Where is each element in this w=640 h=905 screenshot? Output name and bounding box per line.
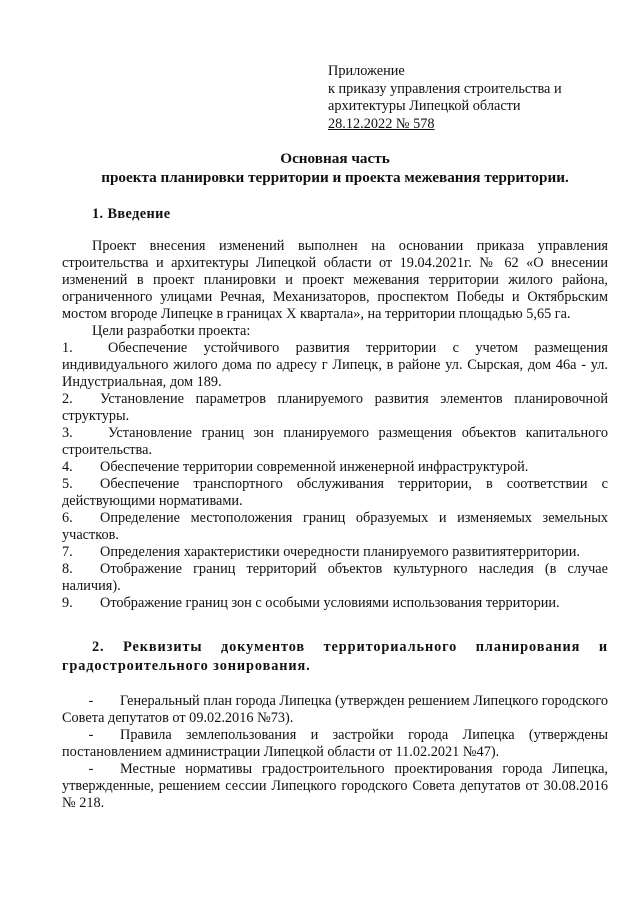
goal-item (62, 510, 608, 544)
goal-item (62, 595, 608, 612)
goal-number: 3. (62, 425, 73, 441)
goal-item (62, 561, 608, 595)
title-line-1: Основная часть (280, 150, 390, 167)
goal-number: 5. (62, 476, 73, 492)
reference-dash: - (88, 693, 94, 709)
goal-item (62, 459, 608, 476)
section-2-references (62, 693, 608, 812)
goal-number: 9. (62, 595, 73, 611)
reference-item (62, 761, 608, 812)
goal-item (62, 544, 608, 561)
reference-dash: - (88, 761, 94, 777)
goal-number: 6. (62, 510, 73, 526)
goal-number: 8. (62, 561, 73, 577)
goal-item (62, 476, 608, 510)
reference-text: Правила землепользования и застройки города Липецка (утверждены постановлением администрации Липецкой области от 11.02.2021 №47). (62, 727, 608, 760)
appendix-line-3: архитектуры Липецкой области (328, 98, 521, 114)
goals-label: Цели разработки проекта: (92, 323, 251, 339)
appendix-line-2: к приказу управления строительства и (328, 80, 562, 97)
intro-paragraph: Проект внесения изменений выполнен на основании приказа управления строительства и архитектуры Липецкой области от 19.04.2021г. № 62 «О внесении изменений в проект планировки и проект межевания территории жилого района, ограниченного улицами Речная, Механизаторов, проспектом Победы и Октябрьским мостом вгороде Липецке в границах Х квартала», на территории площадью 5,65 га. (62, 238, 608, 322)
goal-item (62, 425, 608, 459)
reference-text: Местные нормативы градостроительного проектирования города Липецка, утвержденные, решением сессии Липецкого городского Совета депутатов от 30.08.2016 № 218. (62, 761, 608, 811)
appendix-line-1: Приложение (328, 63, 405, 79)
goal-text: Обеспечение транспортного обслуживания территории, в соответствии с действующими нормативами. (62, 476, 608, 509)
goal-text: Установление границ зон планируемого размещения объектов капитального строительства. (62, 425, 608, 458)
goal-text: Обеспечение территории современной инженерной инфраструктурой. (100, 459, 529, 475)
goal-number: 1. (62, 340, 73, 356)
goal-number: 4. (62, 459, 73, 475)
goal-number: 7. (62, 544, 73, 560)
title-line-2: проекта планировки территории и проекта межевания территории. (101, 169, 569, 186)
appendix-block (328, 63, 618, 133)
section-2-heading (62, 638, 608, 676)
reference-text: Генеральный план города Липецка (утвержден решением Липецкого городского Совета депутатов от 09.02.2016 №73). (62, 693, 608, 726)
goal-text: Отображение границ территорий объектов культурного наследия (в случае наличия). (62, 561, 608, 594)
reference-item (62, 693, 608, 727)
section-1-body (62, 238, 608, 612)
section-1-heading: 1. Введение (92, 206, 171, 222)
appendix-date-number: 28.12.2022 № 578 (328, 115, 435, 132)
section-2-heading-text: 2. Реквизиты документов территориального планирования и градостроительного зонирования. (62, 639, 608, 674)
reference-dash: - (88, 727, 94, 743)
goal-item (62, 391, 608, 425)
goal-text: Определение местоположения границ образуемых и изменяемых земельных участков. (62, 510, 608, 543)
goal-number: 2. (62, 391, 73, 407)
goal-text: Обеспечение устойчивого развития территории с учетом размещения индивидуального жилого дома по адресу г Липецк, в районе ул. Сырская, дом 46а - ул. Индустриальная, дом 189. (62, 340, 608, 390)
goal-text: Установление параметров планируемого развития элементов планировочной структуры. (62, 391, 608, 424)
goal-text: Отображение границ зон с особыми условиями использования территории. (100, 595, 560, 611)
goal-item (62, 340, 608, 391)
document-title (62, 149, 608, 187)
goal-text: Определения характеристики очередности планируемого развитиятерритории. (100, 544, 580, 560)
reference-item (62, 727, 608, 761)
